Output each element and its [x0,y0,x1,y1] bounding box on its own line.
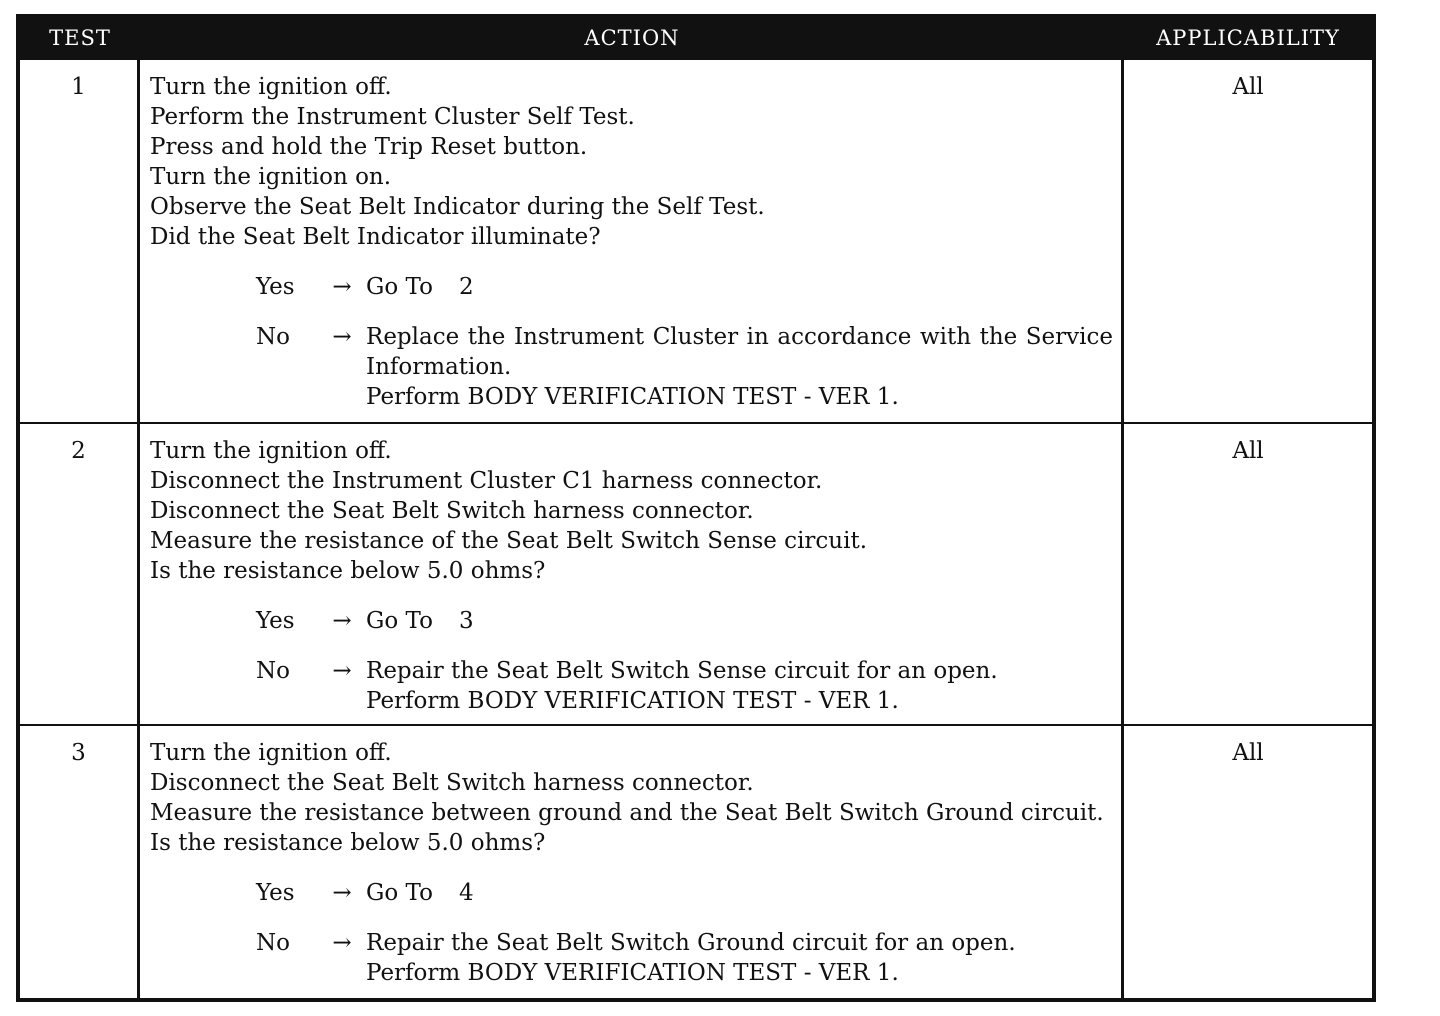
no-result-line: Repair the Seat Belt Switch Ground circuit for an open. [366,930,1016,956]
action-question: Is the resistance below 5.0 ohms? [150,558,546,584]
action-question: Is the resistance below 5.0 ohms? [150,830,546,856]
no-result-line: Repair the Seat Belt Switch Sense circuit for an open. [366,658,998,684]
table-header [20,18,1372,58]
arrow-icon: → [332,274,352,300]
action-step: Turn the ignition off. [150,740,392,766]
goto-text: Go To [366,274,433,300]
no-label: No [256,930,290,956]
applicability-cell: All [1232,740,1264,766]
action-step: Disconnect the Instrument Cluster C1 harness connector. [150,468,823,494]
action-step: Disconnect the Seat Belt Switch harness connector. [150,770,754,796]
action-step: Measure the resistance of the Seat Belt Switch Sense circuit. [150,528,868,554]
action-step: Turn the ignition off. [150,74,392,100]
no-label: No [256,658,290,684]
no-label: No [256,324,290,350]
table-row [20,422,1372,724]
action-question: Did the Seat Belt Indicator illuminate? [150,224,601,250]
action-step: Observe the Seat Belt Indicator during the Self Test. [150,194,765,220]
arrow-icon: → [332,930,352,956]
header-action: ACTION [584,26,680,50]
applicability-cell: All [1232,74,1264,100]
header-applicability: APPLICABILITY [1156,26,1340,50]
arrow-icon: → [332,324,352,350]
action-step: Perform the Instrument Cluster Self Test. [150,104,635,130]
action-cell [140,60,1124,422]
action-step: Press and hold the Trip Reset button. [150,134,588,160]
yes-branch [150,878,1113,908]
action-step: Turn the ignition on. [150,164,392,190]
yes-branch [150,272,1113,302]
table-row [20,724,1372,998]
verification-line: Perform BODY VERIFICATION TEST - VER 1. [366,384,899,410]
yes-label: Yes [256,274,295,300]
no-result-line: Replace the Instrument Cluster in accordance with the Service Information. [366,324,1113,380]
action-step: Measure the resistance between ground and the Seat Belt Switch Ground circuit. [150,800,1104,826]
arrow-icon: → [332,658,352,684]
test-number: 2 [20,424,140,724]
arrow-icon: → [332,880,352,906]
yes-label: Yes [256,608,295,634]
goto-number: 3 [458,608,474,634]
no-branch [150,656,1113,716]
test-number: 1 [20,60,140,422]
diagnostic-test-table [16,14,1376,1002]
applicability-cell: All [1232,438,1264,464]
verification-line: Perform BODY VERIFICATION TEST - VER 1. [366,688,899,714]
yes-branch [150,606,1113,636]
goto-number: 2 [458,274,474,300]
action-cell [140,726,1124,998]
action-step: Turn the ignition off. [150,438,392,464]
header-test: TEST [49,26,111,50]
yes-label: Yes [256,880,295,906]
test-number: 3 [20,726,140,998]
action-cell [140,424,1124,724]
action-step: Disconnect the Seat Belt Switch harness connector. [150,498,754,524]
table-row [20,58,1372,422]
arrow-icon: → [332,608,352,634]
goto-number: 4 [458,880,474,906]
goto-text: Go To [366,880,433,906]
verification-line: Perform BODY VERIFICATION TEST - VER 1. [366,960,899,986]
no-branch [150,928,1113,988]
goto-text: Go To [366,608,433,634]
no-branch [150,322,1113,412]
